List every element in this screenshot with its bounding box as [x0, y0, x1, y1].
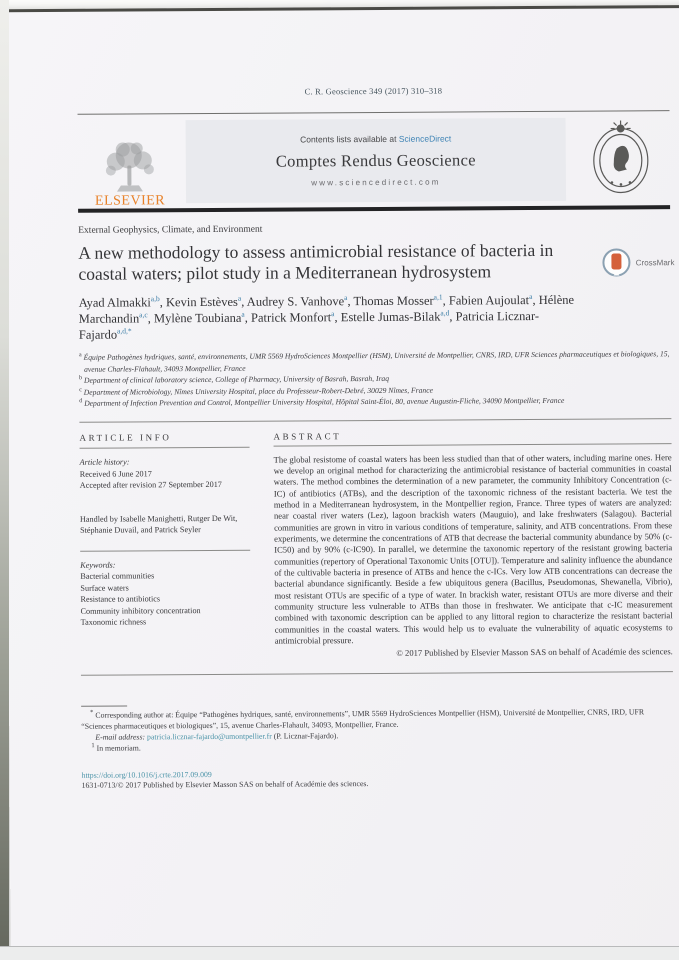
divider: [80, 447, 250, 449]
keyword: Surface waters: [80, 582, 129, 593]
memoriam-note: $^1$ In memoriam.: [91, 741, 141, 753]
keyword: Bacterial communities: [80, 571, 155, 581]
author: Ayad Almakki$^{a,b}$,: [78, 294, 167, 310]
academie-des-sciences-seal: [572, 111, 671, 206]
contents-line: Contents lists available at ScienceDirect: [300, 133, 452, 145]
accepted-date: Accepted after revision 27 September 2017: [79, 479, 222, 490]
author: Patricia Licznar-Fajardo$^{a,d,*}$: [78, 308, 540, 342]
crossmark-badge[interactable]: [603, 248, 675, 276]
crossmark-icon: [603, 248, 631, 276]
author: Patrick Monfort$^a$,: [250, 309, 341, 325]
scan-left-edge: [0, 0, 9, 960]
email-link[interactable]: patricia.licznar-fajardo@umontpellier.fr: [145, 731, 272, 742]
article-title: A new methodology to assess antimicrobial resistance of bacteria in coastal waters; pilot study in a Mediterranean hydrosystem: [78, 239, 554, 284]
issn-copyright-line: 1631-0713/© 2017 Published by Elsevier Masson SAS on behalf of Académie des sciences.: [81, 779, 369, 791]
author: Fabien Aujoulat$^a$,: [448, 291, 539, 308]
abstract-heading: ABSTRACT: [273, 430, 342, 442]
divider: [80, 549, 250, 551]
sciencedirect-url-link[interactable]: www.sciencedirect.com: [311, 177, 441, 188]
author: Thomas Mosser$^{a,1}$,: [353, 292, 449, 309]
abstract-copyright: © 2017 Published by Elsevier Masson SAS on behalf of Académie des sciences.: [396, 646, 673, 659]
elsevier-logo: [78, 114, 183, 209]
author: Mylène Toubiana$^a$,: [153, 309, 252, 326]
author: Estelle Jumas-Bilak$^{a,d}$,: [340, 308, 456, 325]
crossmark-label: CrossMark: [635, 257, 675, 267]
author: Audrey S. Vanhove$^a$,: [246, 293, 354, 309]
article-info-heading: ARTICLE INFO: [79, 431, 172, 443]
article-history: Article history: Received 6 June 2017 Accepted after revision 27 September 2017: [80, 456, 250, 492]
abstract-text: The global resistome of coastal waters has been less studied than that of other waters, including marine ones. Here we develop an original method for characterizing the antimicrobial resistance of bacterial communities in coastal waters. The method combines the determination of a new parameter, the community Inhibitory Concentration (c-IC) of antibiotics (ATBs), and the description of the taxonomic richness of the resistant bacteria. We test the method in a Mediterranean hydrosystem, in the Montpellier region, France. Three types of waters are analyzed: near coastal river waters (Lez), lagoon brackish waters (Mauguio), and lake freshwaters (Salagou). Bacterial communities are grown in vitro in various conditions of temperature, salinity, and ATB concentrations. From these experiments, we determine the concentrations of ATB that decrease the bacterial community abundance by 50% (c-IC50) and by 90% (c-IC90). In parallel, we determine the taxonomic repertory of the resistant growing bacteria communities (repertory of Operational Taxonomic Units [OTU]). Temperature and salinity influence the abundance of the cultivable bacteria in presence of ATBs and hence the c-ICs. Very low ATB concentrations can decrease the bacterial abundance significantly. Beside a few ubiquitous genera (Bacillus, Pseudomonas, Shewanella, Vibrio), most resistant OTUs are specific of a type of water. In brackish water, resistant OTUs are more diverse and their community structure less vulnerable to ATBs than those in freshwater. We anticipate that c-IC measurement combined with taxonomic description can be applied to any littoral region to characterize the resistant bacterial communities in the coastal waters. This would help us to evaluate the vulnerability of aquatic ecosystems to antimicrobial pressure.: [273, 451, 673, 646]
affiliation: $^a$ Équipe Pathogènes hydriques, santé, environnements, UMR 5569 HydroSciences Montpellier (HSM), Université de Montpellier, CNRS, IRD, UFR Sciences pharmaceutiques et biologiques, 15, avenue Charles-Flahault, 34093 Montpellier, France: [78, 349, 670, 374]
journal-name: Comptes Rendus Geoscience: [275, 150, 476, 171]
keyword: Resistance to antibiotics: [80, 594, 161, 604]
scan-bottom-edge: [0, 946, 679, 960]
scanned-paper-page: [5, 5, 679, 960]
affiliation: $^c$ Department of Microbiology, Nîmes University Hospital, place du Professeur-Robert-Debré, 30029 Nîmes, France: [79, 385, 433, 397]
journal-header: [78, 110, 671, 213]
journal-citation: C. R. Geoscience 349 (2017) 310–318: [304, 85, 443, 97]
footnote-rule: [81, 706, 127, 707]
footnotes: [81, 703, 674, 792]
keyword: Taxonomic richness: [80, 617, 147, 627]
divider: [79, 418, 671, 423]
journal-banner: [186, 118, 566, 203]
keyword: Community inhibitory concentration: [80, 605, 201, 616]
academie-seal-icon: [584, 116, 659, 200]
abstract-column: [273, 429, 672, 660]
doi-link[interactable]: https://doi.org/10.1016/j.crte.2017.09.009: [81, 769, 212, 780]
corresponding-author-note: * Corresponding author at: Équipe “Pathogènes hydriques, santé, environnements”, UMR 5569 HydroSciences Montpellier (HSM), Université de Montpellier, CNRS, IRD, UFR “Sciences pharmaceutiques et biologiques”, 15, avenue Charles-Flahault, 34093, Montpellier, France.: [81, 707, 645, 731]
handled-by: Handled by Isabelle Manighetti, Rutger De Wit, Stéphanie Duvail, and Patrick Seyler: [79, 513, 238, 535]
affiliation: $^b$ Department of clinical laboratory science, College of Pharmacy, University of Basrah, Basrah, Iraq: [79, 373, 390, 385]
divider: [274, 443, 672, 446]
keywords-block: Keywords: Bacterial communities Surface waters Resistance to antibiotics Community inhibitory concentration Taxonomic richness: [80, 558, 250, 628]
author: Hélène Marchandin$^{a,c}$,: [78, 292, 575, 326]
article-info-column: [79, 431, 250, 661]
elsevier-tree-icon: [99, 139, 161, 195]
email-line: E-mail address: patricia.licznar-fajardo@umontpellier.fr (P. Licznar-Fajardo).: [95, 731, 339, 742]
affiliation-list: [79, 348, 671, 409]
author: Kevin Estèves$^a$,: [165, 293, 247, 310]
author-list: [79, 292, 584, 343]
elsevier-wordmark: ELSEVIER: [94, 193, 166, 209]
received-date: Received 6 June 2017: [79, 468, 152, 479]
affiliation: $^d$ Department of Infection Prevention and Control, Montpellier University Hospital, Hôpital Saint-Éloi, 80, avenue Augustin-Fliche, 34090 Montpellier, France: [79, 395, 565, 408]
sciencedirect-link[interactable]: ScienceDirect: [398, 133, 452, 144]
article-section: External Geophysics, Climate, and Environment: [78, 224, 263, 236]
